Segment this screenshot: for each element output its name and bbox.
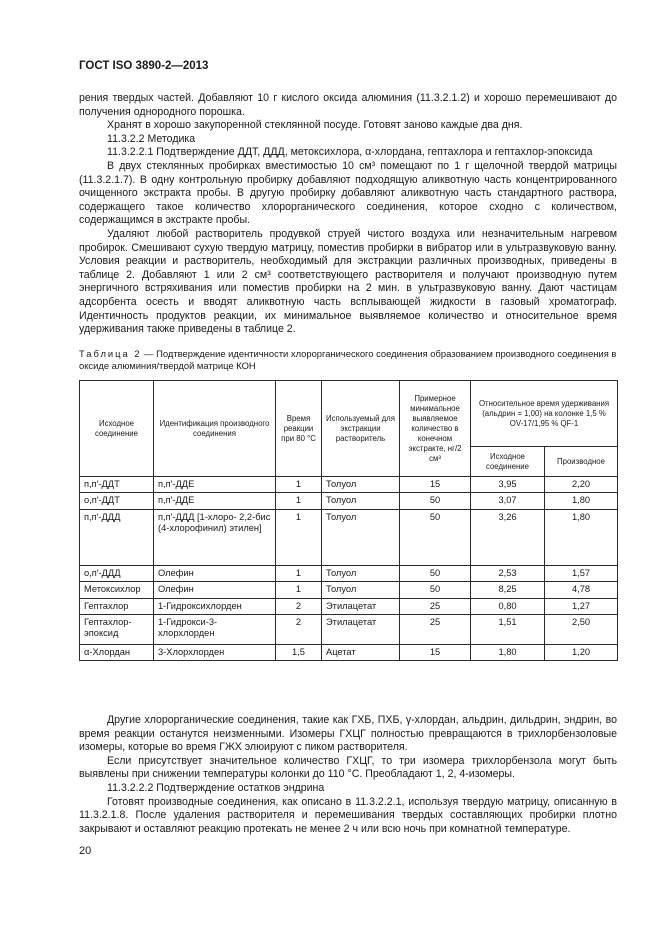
header-min-amount: Примерное минимальное выявляемое количество в конечном экстракте, нг/2 см³ [400,381,471,477]
cell-derivative: 1-Гидрокси-3-хлорхлорден [154,615,276,645]
cell-source: Метоксихлор [80,582,154,598]
table-caption-label: Таблица 2 [79,348,142,359]
cell-rt-derivative: 2,50 [545,615,618,645]
subsection-heading: 11.3.2.2.1 Подтверждение ДДТ, ДДД, метоксихлора, α-хлордана, гептахлора и гептахлор-эпоксида [107,146,593,159]
cell-amount: 50 [400,493,471,509]
cell-rt-source: 1,51 [471,615,545,645]
cell-rt-source: 1,80 [471,645,545,661]
cell-source: Гептахлор-эпоксид [80,615,154,645]
cell-rt-source: 0,80 [471,598,545,614]
table-row [80,477,618,493]
paragraph: Другие хлорорганические соединения, такие как ГХБ, ПХБ, γ-хлордан, альдрин, дильдрин, эндрин, во время реакции останутся неизменными. Изомеры ГХЦГ полностью превращаются в трихлорбензоловые изомеры, которые во время ГЖХ элюируют с пиком растворителя. [79,714,617,754]
page-number: 20 [79,845,92,857]
cell-rt-source: 8,25 [471,582,545,598]
cell-derivative: Олефин [154,565,276,581]
cell-solvent: Толуол [322,582,400,598]
cell-amount: 15 [400,477,471,493]
header-rel-source: Исходное соединение [471,447,545,477]
cell-rt-source: 3,95 [471,477,545,493]
cell-solvent: Толуол [322,477,400,493]
cell-derivative: п,п′-ДДЕ [154,493,276,509]
cell-solvent: Толуол [322,565,400,581]
document-header: ГОСТ ISO 3890-2—2013 [79,60,209,72]
table-caption [79,348,617,372]
cell-amount: 50 [400,582,471,598]
paragraph: Хранят в хорошо закупоренной стеклянной посуде. Готовят заново каждые два дня. [107,119,523,132]
cell-derivative: п,п′-ДДД [1-хлоро- 2,2-бис (4-хлорофинил) этилен] [154,509,276,565]
header-derivative: Идентификация производного соединения [154,381,276,477]
table-row [80,509,618,565]
paragraph: рения твердых частей. Добавляют 10 г кислого оксида алюминия (11.3.2.1.2) и хорошо перемешивают до получения однородного порошка. [79,92,617,118]
cell-amount: 15 [400,645,471,661]
cell-time: 1,5 [276,645,322,661]
table-row [80,493,618,509]
cell-source: п,п′-ДДТ [80,477,154,493]
cell-derivative: Олефин [154,582,276,598]
cell-time: 1 [276,493,322,509]
table-caption-text: — Подтверждение идентичности хлорорганического соединения образованием производного соединения в оксиде алюминия/твердой матрице КОН [79,348,617,371]
header-solvent: Используемый для экстракции растворитель [322,381,400,477]
cell-derivative: 3-Хлорхлорден [154,645,276,661]
cell-amount: 50 [400,509,471,565]
cell-rt-derivative: 1,20 [545,645,618,661]
paragraph: Удаляют любой растворитель продувкой струей чистого воздуха или незначительным нагревом пробирок. Смешивают сухую твердую матрицу, поместив пробирки в вибратор или в ультразвуковую ванну. Условия реакции и растворитель, необходимый для экстракции различных производных, приведены в таблице 2. Добавляют 1 или 2 см³ соответствующего растворителя и получают производную путем энергичного встряхивания или поместив пробирки на 2 мин. в ультразвуковую ванну. Дают частицам адсорбента осесть и вводят аликвотную часть всплывающей жидкости в газовый хроматограф. Идентичность продуктов реакции, их минимальное выявляемое количество и относительное время удерживания также приведены в таблице 2. [79,227,617,336]
cell-solvent: Ацетат [322,645,400,661]
cell-source: п,п′-ДДД [80,509,154,565]
cell-time: 1 [276,477,322,493]
table-row [80,645,618,661]
cell-time: 1 [276,509,322,565]
cell-rt-derivative: 1,80 [545,493,618,509]
section-heading: 11.3.2.2 Методика [107,132,196,145]
cell-solvent: Этилацетат [322,615,400,645]
table-row [80,582,618,598]
body-text-top [79,92,617,337]
table-row [80,598,618,614]
cell-solvent: Толуол [322,509,400,565]
cell-solvent: Толуол [322,493,400,509]
derivative-table [79,380,618,661]
paragraph: В двух стеклянных пробирках вместимостью 10 см³ помещают по 1 г щелочной твердой матрицы (11.3.2.1.7). В одну контрольную пробирку добавляют подходящую аликвотную часть концентрированного очищенного экстракта пробы. В другую пробирку добавляют аликвотную часть стандартного раствора, содержащего такое количество хлорорганического соединения, которое сходно с количеством, содержащимся в экстракте пробы. [79,159,617,227]
cell-source: о,п′-ДДД [80,565,154,581]
cell-rt-source: 3,26 [471,509,545,565]
table-row [80,565,618,581]
cell-amount: 25 [400,598,471,614]
cell-source: Гептахлор [80,598,154,614]
header-time: Время реакции при 80 °С [276,381,322,477]
header-source: Исходное соединение [80,381,154,477]
paragraph: Если присутствует значительное количество ГХЦГ, то три изомера трихлорбензола могут быть выявлены при снижении температуры колонки до 110 °С. Преобладают 1, 2, 4-изомеры. [79,754,617,781]
header-rel-derivative: Производное [545,447,618,477]
cell-rt-source: 3,07 [471,493,545,509]
cell-rt-derivative: 1,57 [545,565,618,581]
cell-source: α-Хлордан [80,645,154,661]
cell-time: 1 [276,565,322,581]
table-row [80,615,618,645]
cell-solvent: Этилацетат [322,598,400,614]
cell-derivative: 1-Гидроксихлорден [154,598,276,614]
cell-derivative: п,п′-ДДЕ [154,477,276,493]
cell-time: 2 [276,615,322,645]
cell-amount: 25 [400,615,471,645]
cell-rt-derivative: 2,20 [545,477,618,493]
cell-time: 2 [276,598,322,614]
cell-rt-derivative: 1,27 [545,598,618,614]
cell-rt-derivative: 1,80 [545,509,618,565]
header-rel-time: Относительное время удерживания (альдрин = 1,00) на колонке 1,5 % OV-17/1,95 % QF-1 [471,381,618,447]
cell-rt-source: 2,53 [471,565,545,581]
cell-source: о,п′-ДДТ [80,493,154,509]
cell-time: 1 [276,582,322,598]
paragraph: Готовят производные соединения, как описано в 11.3.2.2.1, используя твердую матрицу, описанную в 11.3.2.1.8. После удаления растворителя и перемешивания твердых составляющих пробирки плотно закрывают и оставляют реакцию протекать не менее 2 ч или всю ночь при комнатной температуре. [79,795,617,835]
subsection-heading: 11.3.2.2.2 Подтверждение остатков эндрина [107,781,325,794]
body-text-bottom [79,714,617,836]
cell-rt-derivative: 4,78 [545,582,618,598]
cell-amount: 50 [400,565,471,581]
